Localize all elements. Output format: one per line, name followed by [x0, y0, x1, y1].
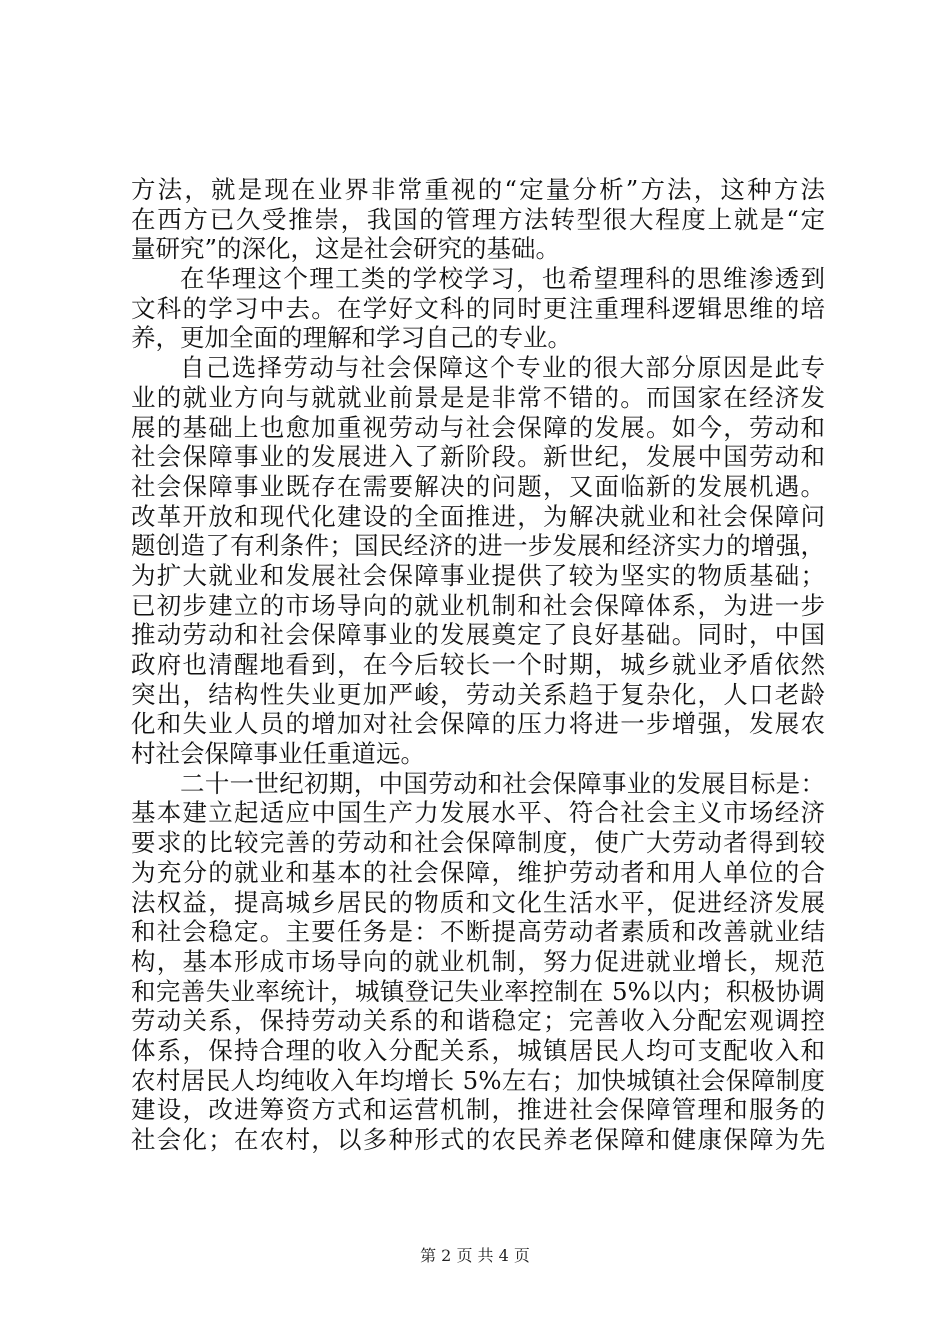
text-line: 基本建立起适应中国生产力发展水平、符合社会主义市场经济 [131, 798, 825, 828]
text-line: 社会化；在农村，以多种形式的农民养老保障和健康保障为先 [131, 1125, 825, 1154]
text-line: 展的基础上也愈加重视劳动与社会保障的发展。如今，劳动和 [131, 412, 825, 442]
text-line: 养，更加全面的理解和学习自己的专业。 [131, 323, 572, 353]
text-line: 题创造了有利条件；国民经济的进一步发展和经济实力的增强， [131, 531, 825, 561]
text-line: 突出，结构性失业更加严峻，劳动关系趋于复杂化，人口老龄 [131, 679, 825, 709]
text-line: 推动劳动和社会保障事业的发展奠定了良好基础。同时，中国 [131, 620, 825, 650]
text-line: 法权益，提高城乡居民的物质和文化生活水平，促进经济发展 [131, 887, 825, 917]
text-line: 自己选择劳动与社会保障这个专业的很大部分原因是此专 [180, 353, 825, 383]
text-line: 在华理这个理工类的学校学习，也希望理科的思维渗透到 [180, 264, 825, 294]
text-line: 为充分的就业和基本的社会保障，维护劳动者和用人单位的合 [131, 857, 825, 887]
text-line: 化和失业人员的增加对社会保障的压力将进一步增强，发展农 [131, 709, 825, 739]
text-line: 社会保障事业既存在需要解决的问题，又面临新的发展机遇。 [131, 471, 825, 501]
text-line: 建设，改进筹资方式和运营机制，推进社会保障管理和服务的 [131, 1095, 825, 1125]
text-line: 文科的学习中去。在学好文科的同时更注重理科逻辑思维的培 [131, 293, 825, 323]
text-line: 社会保障事业的发展进入了新阶段。新世纪，发展中国劳动和 [131, 442, 825, 472]
page-footer: 第 2 页 共 4 页 [420, 1246, 530, 1265]
text-line: 构，基本形成市场导向的就业机制，努力促进就业增长，规范 [131, 946, 825, 976]
text-line: 要求的比较完善的劳动和社会保障制度，使广大劳动者得到较 [131, 828, 825, 858]
text-line: 劳动关系，保持劳动关系的和谐稳定；完善收入分配宏观调控 [131, 1006, 825, 1036]
text-line: 体系，保持合理的收入分配关系，城镇居民人均可支配收入和 [131, 1035, 825, 1065]
text-line: 政府也清醒地看到，在今后较长一个时期，城乡就业矛盾依然 [131, 650, 825, 679]
text-line: 和社会稳定。主要任务是：不断提高劳动者素质和改善就业结 [131, 917, 825, 947]
text-line: 和完善失业率统计，城镇登记失业率控制在 5%以内；积极协调 [131, 976, 825, 1006]
text-line: 在西方已久受推崇，我国的管理方法转型很大程度上就是“定 [131, 204, 825, 234]
text-line: 为扩大就业和发展社会保障事业提供了较为坚实的物质基础； [131, 560, 825, 590]
text-line: 村社会保障事业任重道远。 [131, 739, 425, 769]
text-line: 农村居民人均纯收入年均增长 5%左右；加快城镇社会保障制度 [131, 1065, 825, 1095]
text-line: 量研究”的深化，这是社会研究的基础。 [131, 234, 561, 264]
text-line: 二十一世纪初期，中国劳动和社会保障事业的发展目标是： [180, 768, 825, 798]
text-line: 方法，就是现在业界非常重视的“定量分析”方法，这种方法 [131, 175, 825, 204]
text-line: 已初步建立的市场导向的就业机制和社会保障体系，为进一步 [131, 590, 825, 620]
body-text [131, 175, 825, 1155]
text-line: 业的就业方向与就就业前景是是非常不错的。而国家在经济发 [131, 382, 825, 412]
text-line: 改革开放和现代化建设的全面推进，为解决就业和社会保障问 [131, 501, 825, 531]
